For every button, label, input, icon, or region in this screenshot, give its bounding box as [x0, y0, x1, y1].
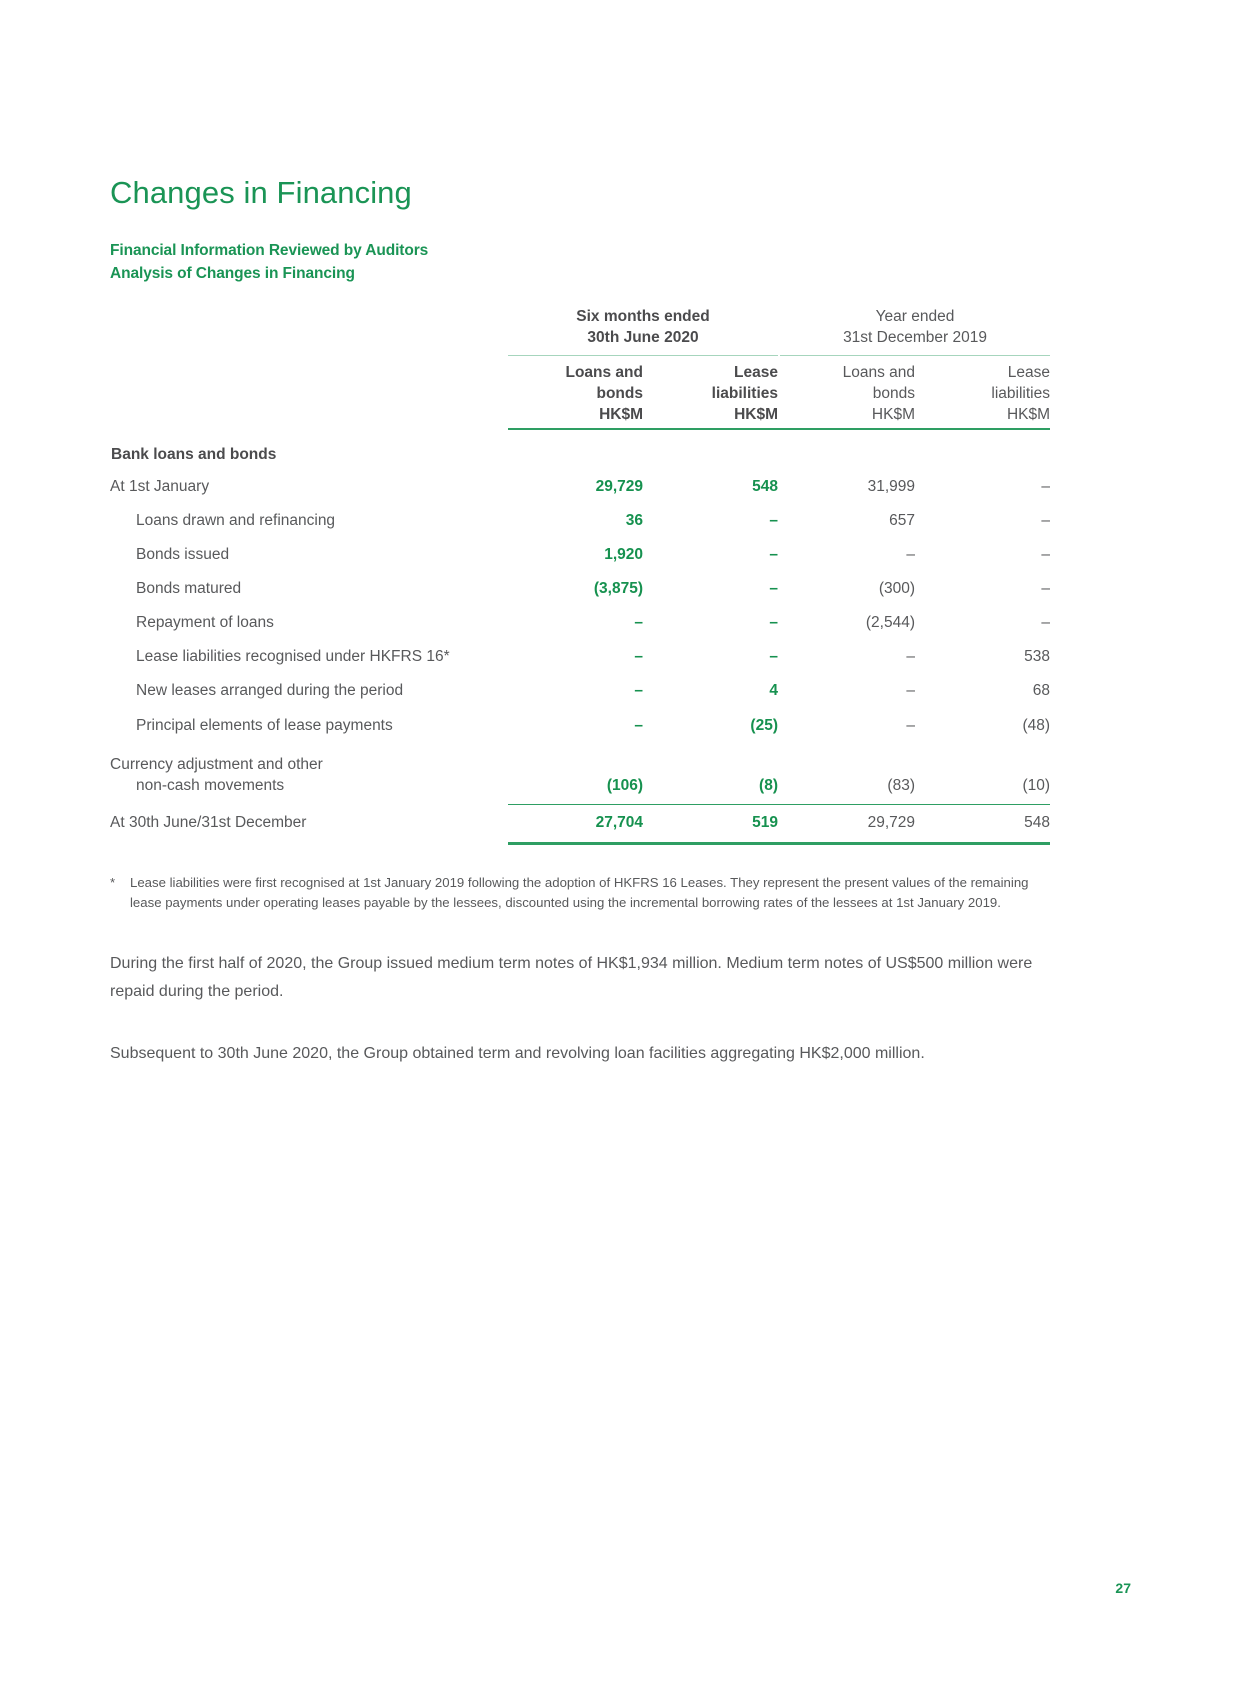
row-value-loans-bonds-previous: – [906, 682, 915, 700]
changes-in-financing-table [110, 307, 1050, 845]
col4-line1: Lease [1007, 364, 1051, 382]
total-bottom-rule [508, 842, 1050, 845]
group-header-previous [780, 307, 1050, 355]
total-value-loans-bonds-current: 27,704 [595, 814, 643, 832]
row-label-line2: non-cash movements [136, 776, 285, 794]
row-value-lease-liabilities-current: 548 [752, 477, 778, 495]
row-value-loans-bonds-current: 29,729 [595, 477, 643, 495]
row-value-loans-bonds-current: 1,920 [604, 545, 643, 563]
row-value-loans-bonds-current: 36 [625, 511, 643, 529]
group-header-spacer [110, 307, 508, 355]
row-value-lease-liabilities-current: (8) [759, 777, 778, 795]
group-header-current [508, 307, 778, 355]
col3-unit: HK$M [871, 406, 915, 424]
row-value-lease-liabilities-current: – [769, 580, 778, 598]
row-label: New leases arranged during the period [136, 682, 404, 700]
col1-unit: HK$M [599, 406, 643, 424]
row-label: Lease liabilities recognised under HKFRS 16* [136, 648, 450, 666]
row-value-loans-bonds-previous: – [906, 716, 915, 734]
group-header-current-line2: 30th June 2020 [587, 328, 699, 346]
column-header-loans-bonds-previous [780, 356, 915, 428]
section-label-bank-loans-and-bonds: Bank loans and bonds [111, 445, 277, 463]
col1-line2: bonds [596, 385, 643, 403]
row-value-lease-liabilities-previous: 538 [1024, 648, 1051, 666]
table-row [110, 470, 1050, 504]
table-row [110, 504, 1050, 538]
table-column-header-row [110, 356, 1050, 428]
row-value-loans-bonds-current: (3,875) [593, 580, 643, 598]
total-value-loans-bonds-previous: 29,729 [867, 814, 915, 832]
row-value-lease-liabilities-current: (25) [750, 716, 778, 734]
footnote-marker: * [110, 874, 116, 890]
row-value-loans-bonds-current: – [634, 614, 643, 632]
row-value-loans-bonds-current: – [634, 682, 643, 700]
total-value-lease-liabilities-previous: 548 [1024, 814, 1051, 832]
row-label: Bonds issued [136, 545, 230, 563]
row-label: Bonds matured [136, 580, 242, 598]
row-label: Repayment of loans [136, 614, 274, 632]
page-number: 27 [1115, 1580, 1131, 1596]
subtitle-analysis-of-changes: Analysis of Changes in Financing [110, 264, 355, 282]
rule4-spacer [110, 842, 508, 845]
row-label-line1: Currency adjustment and other [110, 755, 323, 773]
body-paragraph-medium-term-notes: During the first half of 2020, the Group issued medium term notes of HK$1,934 million. Medium term notes of US$500 million were repaid during the period. [110, 955, 1033, 1001]
row-value-lease-liabilities-previous: – [1041, 511, 1051, 529]
row-value-lease-liabilities-previous: (48) [1022, 716, 1051, 734]
row-value-lease-liabilities-previous: – [1041, 545, 1051, 563]
table-row [110, 572, 1050, 606]
total-value-lease-liabilities-current: 519 [752, 814, 778, 832]
group-header-previous-line1: Year ended [875, 308, 955, 326]
page-title: Changes in Financing [110, 175, 412, 210]
row-value-lease-liabilities-current: – [769, 648, 778, 666]
row-value-lease-liabilities-previous: (10) [1022, 777, 1051, 795]
row-value-loans-bonds-previous: 31,999 [867, 477, 915, 495]
table-row [110, 606, 1050, 640]
row-value-lease-liabilities-current: 4 [769, 682, 778, 700]
body-paragraph-loan-facilities: Subsequent to 30th June 2020, the Group obtained term and revolving loan facilities aggregating HK$2,000 million. [110, 1045, 925, 1063]
row-value-loans-bonds-previous: (83) [887, 777, 915, 795]
col3-line2: bonds [872, 385, 915, 403]
row-value-lease-liabilities-current: – [769, 545, 778, 563]
col2-line2: liabilities [711, 385, 778, 403]
section-subtitles [110, 240, 1050, 285]
subtitle-reviewed-by-auditors: Financial Information Reviewed by Auditors [110, 242, 429, 260]
table-row [110, 640, 1050, 674]
row-value-lease-liabilities-current: – [769, 614, 778, 632]
row-value-lease-liabilities-previous: – [1041, 614, 1051, 632]
row-value-loans-bonds-previous: – [906, 545, 915, 563]
row-label: Loans drawn and refinancing [136, 511, 336, 529]
row-value-lease-liabilities-previous: 68 [1032, 682, 1051, 700]
col4-unit: HK$M [1006, 406, 1051, 424]
table-row [110, 538, 1050, 572]
table-row [110, 709, 1050, 743]
row-label: At 1st January [110, 477, 210, 495]
total-row-label: At 30th June/31st December [110, 814, 307, 832]
row-value-loans-bonds-previous: (300) [878, 580, 915, 598]
row-value-loans-bonds-current: – [634, 716, 643, 734]
group-header-previous-line2: 31st December 2019 [843, 328, 987, 346]
total-bottom-rule-row [110, 842, 1050, 845]
row-value-loans-bonds-previous: 657 [889, 511, 915, 529]
col3-line1: Loans and [842, 364, 915, 382]
row-value-lease-liabilities-current: – [769, 511, 778, 529]
table-row [110, 743, 1050, 804]
column-header-spacer [110, 356, 508, 428]
col1-line1: Loans and [565, 364, 643, 382]
row-value-loans-bonds-current: (106) [606, 777, 643, 795]
row-value-loans-bonds-previous: – [906, 648, 915, 666]
col2-unit: HK$M [734, 406, 778, 424]
row-value-lease-liabilities-previous: – [1041, 580, 1051, 598]
table-total-row [110, 805, 1050, 842]
column-header-lease-liabilities-current [643, 356, 778, 428]
col2-line1: Lease [734, 364, 778, 382]
row-value-loans-bonds-current: – [634, 648, 643, 666]
table-section-row [110, 430, 1050, 470]
table-group-header-row [110, 307, 1050, 355]
row-value-loans-bonds-previous: (2,544) [865, 614, 915, 632]
table-footnote [110, 873, 1050, 913]
page-content [110, 176, 1050, 1084]
table-row [110, 674, 1050, 708]
group-header-current-line1: Six months ended [576, 308, 710, 326]
footnote-text: Lease liabilities were first recognised at 1st January 2019 following the adoption of HKFRS 16 Leases. They represent the present values of the remaining lease payments under operating leases payable by the lessees, discounted using the incremental borrowing rates of the lessees at 1st January 2019. [130, 874, 1029, 910]
row-label: Principal elements of lease payments [136, 716, 393, 734]
column-header-loans-bonds-current [508, 356, 643, 428]
column-header-lease-liabilities-previous [915, 356, 1050, 428]
row-label-currency-adjustment [110, 743, 508, 804]
row-value-lease-liabilities-previous: – [1041, 477, 1051, 495]
col4-line2: liabilities [991, 385, 1051, 403]
